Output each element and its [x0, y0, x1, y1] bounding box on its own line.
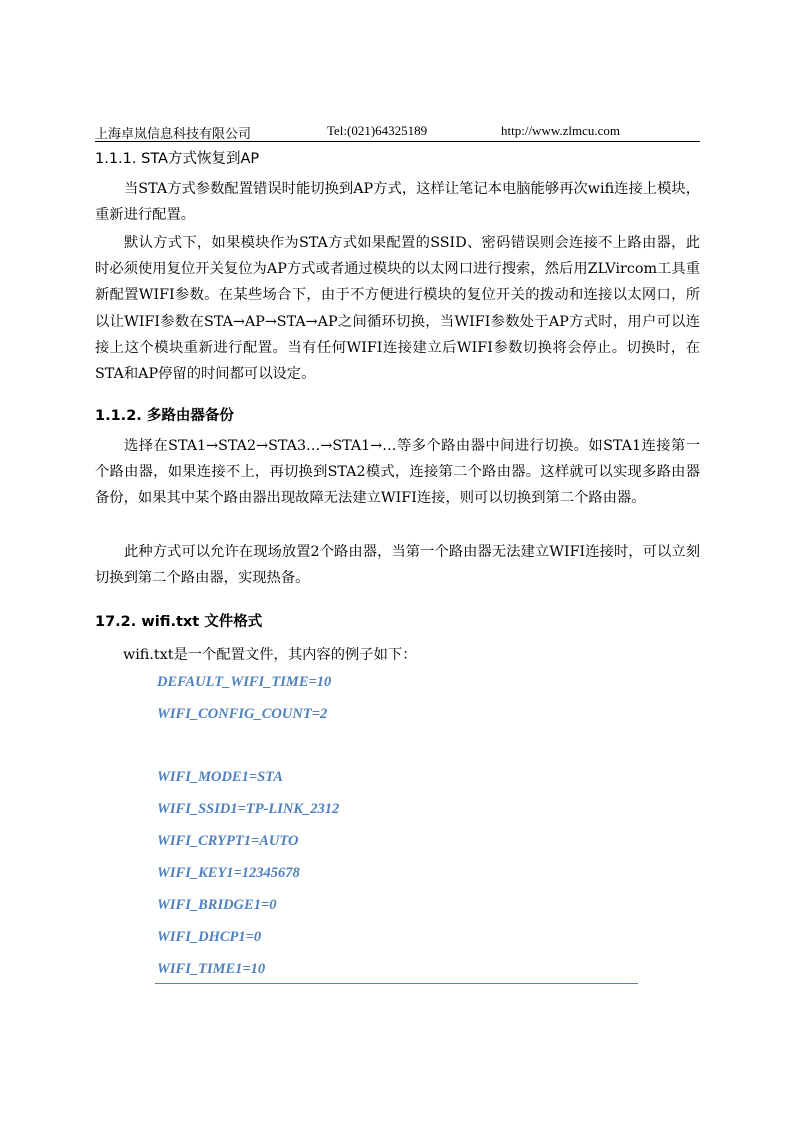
header-company: 上海卓岚信息科技有限公司	[95, 126, 252, 141]
intro-text: wifi.txt是一个配置文件，其内容的例子如下：	[123, 647, 417, 663]
paragraph: 当STA方式参数配置错误时能切换到AP方式，这样让笔记本电脑能够再次wifi连接上模块，重新进行配置。	[95, 181, 700, 224]
paragraph: 默认方式下，如果模块作为STA方式如果配置的SSID、密码错误则会连接不上路由器，此时必须使用复位开关复位为AP方式或者通过模块的以太网口进行搜索，然后用ZLVircom工具重新配置WIFI参数。在某些场合下，由于不方便进行模块的复位开关的拨动和连接以太网口，所以让WIFI参数在STA→AP→STA→AP之间循环切换，当WIFI参数处于AP方式时，用户可以连接上这个模块重新进行配置。当有任何WIFI连接建立后WIFI参数切换将会停止。切换时，在STA和AP停留的时间都可以设定。	[95, 235, 700, 383]
section-heading-wifi-txt: 17.2. wifi.txt 文件格式	[95, 614, 263, 630]
code-line: WIFI_KEY1=12345678	[157, 865, 300, 881]
code-line: WIFI_MODE1=STA	[157, 769, 283, 785]
code-line: DEFAULT_WIFI_TIME=10	[157, 674, 332, 690]
header-tel: Tel:(021)64325189	[327, 123, 428, 138]
code-line: WIFI_BRIDGE1=0	[157, 897, 277, 913]
page-header	[95, 121, 700, 142]
code-line: WIFI_CONFIG_COUNT=2	[157, 706, 328, 722]
paragraph: 选择在STA1→STA2→STA3…→STA1→…等多个路由器中间进行切换。如STA1连接第一个路由器，如果连接不上，再切换到STA2模式，连接第二个路由器。这样就可以实现多路由器备份，如果其中某个路由器出现故障无法建立WIFI连接，则可以切换到第二个路由器。	[95, 438, 700, 507]
code-line: WIFI_TIME1=10	[157, 961, 266, 977]
paragraph: 此种方式可以允许在现场放置2个路由器，当第一个路由器无法建立WIFI连接时，可以立刻切换到第二个路由器，实现热备。	[95, 544, 700, 587]
code-line: WIFI_DHCP1=0	[157, 929, 262, 945]
section-heading-sta-to-ap: 1.1.1. STA方式恢复到AP	[95, 151, 260, 167]
code-line: WIFI_SSID1=TP-LINK_2312	[157, 801, 340, 817]
code-line: WIFI_CRYPT1=AUTO	[157, 833, 299, 849]
section-heading-multi-router: 1.1.2. 多路由器备份	[95, 408, 234, 424]
header-url: http://www.zlmcu.com	[501, 123, 621, 138]
code-block-underline	[155, 983, 638, 984]
